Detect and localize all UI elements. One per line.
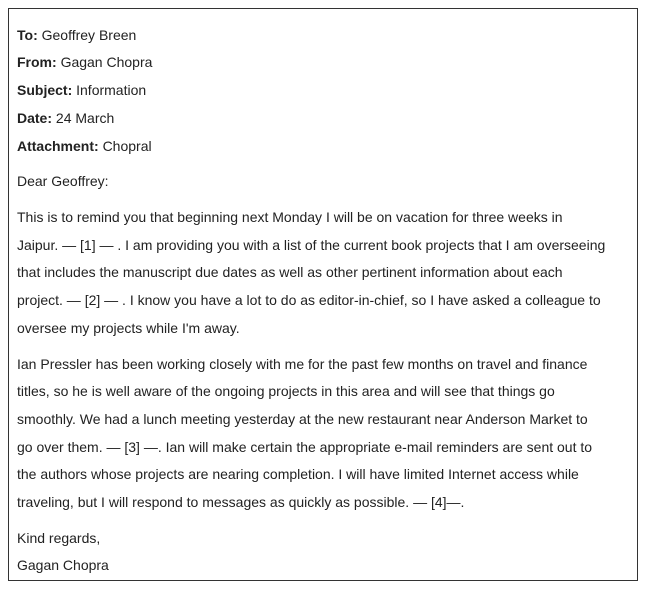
header-label: From: [17,54,57,70]
header-attachment [17,136,152,156]
header-value: Information [76,82,147,98]
paragraph2-line: smoothly. We had a lunch meeting yesterday at the new restaurant near Anderson Market to [17,411,588,427]
header-value: Chopral [102,138,152,154]
header-value: Geoffrey Breen [41,27,137,43]
header-label: To: [17,27,38,43]
paragraph2-line: the authors whose projects are nearing completion. I will have limited Internet access while [17,466,579,482]
paragraph1-line: that includes the manuscript due dates as well as other pertinent information about each [17,264,563,280]
header-label: Attachment: [17,138,99,154]
signature: Gagan Chopra [17,557,109,573]
paragraph2-line: Ian Pressler has been working closely with me for the past few months on travel and finance [17,356,588,372]
header-value: Gagan Chopra [60,54,153,70]
greeting: Dear Geoffrey: [17,173,109,189]
header-label: Subject: [17,82,73,98]
memo-frame [8,8,638,581]
paragraph2-line: go over them. — [3] —. Ian will make certain the appropriate e-mail reminders are sent out to [17,439,593,455]
paragraph1-line: Jaipur. — [1] — . I am providing you with a list of the current book projects that I am overseeing [17,237,606,253]
header-from [17,52,152,72]
paragraph2-line: titles, so he is well aware of the ongoing projects in this area and will see that things go [17,383,555,399]
paragraph2-line: traveling, but I will respond to messages as quickly as possible. — [4]—. [17,494,465,510]
header-to [17,25,136,45]
paragraph1-line: This is to remind you that beginning next Monday I will be on vacation for three weeks in [17,209,563,225]
paragraph1-line: oversee my projects while I'm away. [17,320,240,336]
header-date [17,108,114,128]
header-label: Date: [17,110,53,126]
header-subject [17,80,146,100]
header-value: 24 March [55,110,115,126]
paragraph1-line: project. — [2] — . I know you have a lot to do as editor-in-chief, so I have asked a colleague to [17,292,601,308]
closing: Kind regards, [17,530,101,546]
